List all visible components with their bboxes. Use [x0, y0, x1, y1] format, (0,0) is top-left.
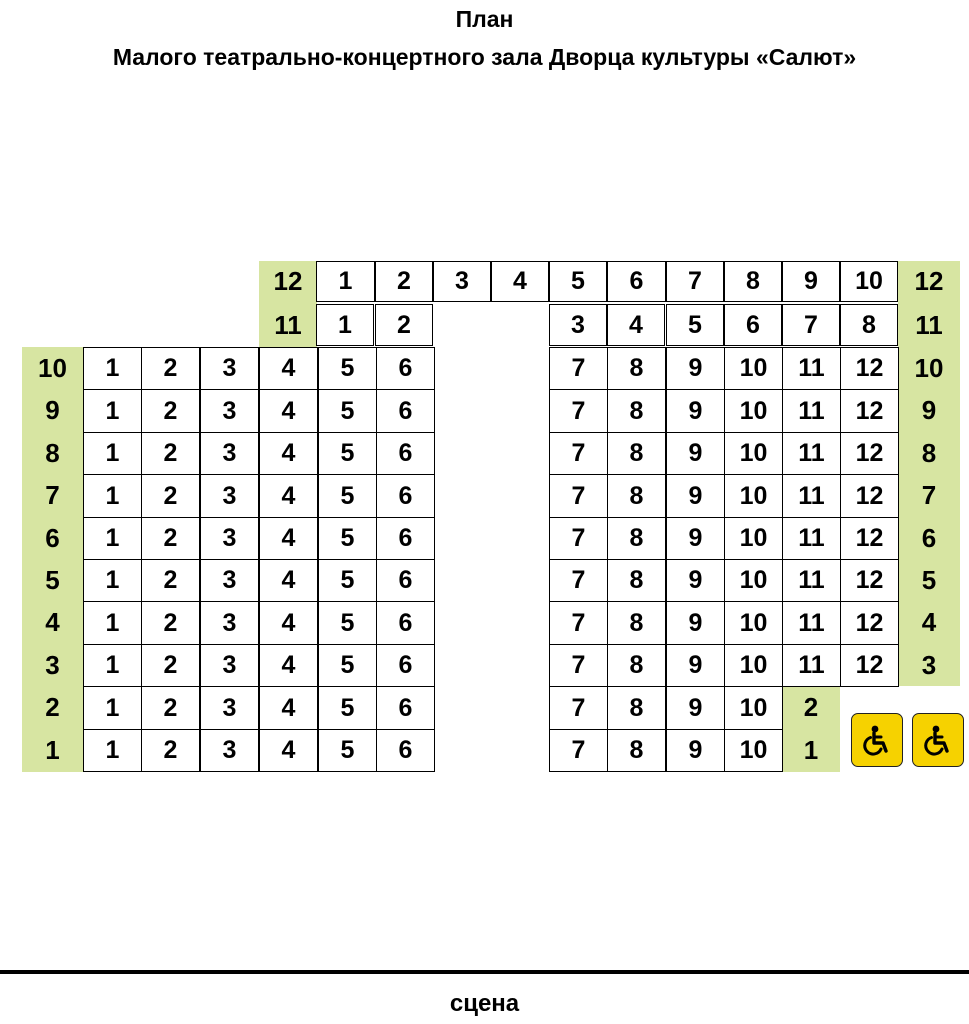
row-label-3-left: 3 [45, 649, 60, 680]
plan-subtitle: Малого театрально-концертного зала Дворца культуры «Салют» [112, 44, 857, 70]
seat-row8-9[interactable]: 9 [666, 432, 725, 475]
row-label-2-left: 2 [45, 692, 60, 722]
seat-row7-5[interactable]: 5 [318, 474, 377, 518]
seat-row7-10[interactable]: 10 [724, 474, 783, 518]
row-label-11-right: 11 [915, 309, 943, 340]
seat-row12-4[interactable]: 4 [491, 261, 549, 302]
seat-row10-2[interactable]: 2 [141, 347, 200, 390]
seat-row8-4[interactable]: 4 [259, 432, 318, 475]
seat-row10-5[interactable]: 5 [318, 347, 377, 390]
seat-row9-11[interactable]: 11 [782, 389, 841, 433]
seat-row8-8[interactable]: 8 [607, 432, 666, 475]
seat-row9-3[interactable]: 3 [200, 389, 259, 433]
seat-row2-5[interactable]: 5 [318, 686, 377, 730]
seat-row5-10[interactable]: 10 [724, 559, 783, 602]
seat-row10-6[interactable]: 6 [376, 347, 435, 390]
seat-row5-9[interactable]: 9 [666, 559, 725, 602]
seat-row2-7[interactable]: 7 [549, 686, 608, 730]
seat-row6-6[interactable]: 6 [376, 517, 435, 560]
seat-row2-10[interactable]: 10 [724, 686, 783, 730]
seat-row7-2[interactable]: 2 [141, 474, 200, 518]
seat-row3-3[interactable]: 3 [200, 644, 259, 687]
seat-row7-4[interactable]: 4 [259, 474, 318, 518]
seat-row6-3[interactable]: 3 [200, 517, 259, 560]
seat-row7-8[interactable]: 8 [607, 474, 666, 518]
seat-row10-3[interactable]: 3 [200, 347, 259, 390]
stage-edge [0, 970, 969, 974]
seat-row6-4[interactable]: 4 [259, 517, 318, 560]
seat-row10-9[interactable]: 9 [666, 347, 725, 390]
seat-row11-1[interactable]: 1 [316, 304, 374, 346]
seat-row10-11[interactable]: 11 [782, 347, 841, 390]
row-label-9-left: 9 [45, 395, 60, 425]
seat-row12-8[interactable]: 8 [724, 261, 782, 302]
seat-row6-10[interactable]: 10 [724, 517, 783, 560]
seat-row7-9[interactable]: 9 [666, 474, 725, 518]
row-label-4-right: 4 [921, 607, 937, 637]
seat-row3-11[interactable]: 11 [782, 644, 841, 687]
seat-row10-7[interactable]: 7 [549, 347, 608, 390]
seat-row1-8[interactable]: 8 [607, 729, 666, 772]
row-label-9-right: 9 [921, 395, 937, 425]
seat-row9-2[interactable]: 2 [141, 389, 200, 433]
row-label-8-right: 8 [921, 437, 937, 468]
seat-row1-7[interactable]: 7 [549, 729, 608, 772]
row-label-2-right: 2 [803, 692, 819, 722]
seat-row6-9[interactable]: 9 [666, 517, 725, 560]
seat-row3-4[interactable]: 4 [259, 644, 318, 687]
row-label-6-left: 6 [45, 522, 60, 553]
seat-row9-1[interactable]: 1 [83, 389, 142, 433]
seat-row4-10[interactable]: 10 [724, 601, 783, 645]
seat-row4-9[interactable]: 9 [666, 601, 725, 645]
row-label-1-right: 1 [803, 734, 819, 765]
seat-row8-6[interactable]: 6 [376, 432, 435, 475]
wheelchair-space-2[interactable] [912, 713, 964, 767]
seat-row11-6[interactable]: 6 [724, 304, 782, 346]
seat-row6-12[interactable]: 12 [840, 517, 899, 560]
seat-row4-2[interactable]: 2 [141, 601, 200, 645]
seat-row3-9[interactable]: 9 [666, 644, 725, 687]
seat-row9-7[interactable]: 7 [549, 389, 608, 433]
row-label-5-right: 5 [921, 564, 937, 595]
row-label-10-left: 10 [38, 352, 67, 383]
seat-row11-8[interactable]: 8 [840, 304, 898, 346]
seat-row8-12[interactable]: 12 [840, 432, 899, 475]
seat-row3-6[interactable]: 6 [376, 644, 435, 687]
seat-row7-11[interactable]: 11 [782, 474, 841, 518]
seat-row11-2[interactable]: 2 [375, 304, 433, 346]
seat-row8-5[interactable]: 5 [318, 432, 377, 475]
wheelchair-icon [860, 723, 894, 757]
plan-title: План [455, 6, 514, 32]
seat-row6-11[interactable]: 11 [782, 517, 841, 560]
seat-row8-2[interactable]: 2 [141, 432, 200, 475]
seat-row4-7[interactable]: 7 [549, 601, 608, 645]
seat-row5-8[interactable]: 8 [607, 559, 666, 602]
seat-row7-12[interactable]: 12 [840, 474, 899, 518]
seat-row2-3[interactable]: 3 [200, 686, 259, 730]
seat-row12-6[interactable]: 6 [607, 261, 666, 302]
seat-row1-9[interactable]: 9 [666, 729, 725, 772]
seat-row4-5[interactable]: 5 [318, 601, 377, 645]
seat-row4-8[interactable]: 8 [607, 601, 666, 645]
seat-row3-1[interactable]: 1 [83, 644, 142, 687]
seat-row2-4[interactable]: 4 [259, 686, 318, 730]
seat-row11-4[interactable]: 4 [607, 304, 665, 346]
wheelchair-space-1[interactable] [851, 713, 903, 767]
seat-row4-3[interactable]: 3 [200, 601, 259, 645]
seat-row9-8[interactable]: 8 [607, 389, 666, 433]
row-label-1-left: 1 [45, 734, 60, 765]
seat-row10-12[interactable]: 12 [840, 347, 899, 390]
seat-row12-7[interactable]: 7 [666, 261, 724, 302]
seat-row2-2[interactable]: 2 [141, 686, 200, 730]
seat-row10-8[interactable]: 8 [607, 347, 666, 390]
seat-row7-6[interactable]: 6 [376, 474, 435, 518]
seat-row5-4[interactable]: 4 [259, 559, 318, 602]
row-label-11-left: 11 [274, 309, 302, 340]
seat-row4-1[interactable]: 1 [83, 601, 142, 645]
seat-row3-10[interactable]: 10 [724, 644, 783, 687]
row-label-7-left: 7 [45, 480, 60, 510]
seat-row5-11[interactable]: 11 [782, 559, 841, 602]
wheelchair-icon [921, 723, 955, 757]
seat-row12-10[interactable]: 10 [840, 261, 898, 302]
seat-row6-8[interactable]: 8 [607, 517, 666, 560]
seat-row12-2[interactable]: 2 [375, 261, 433, 302]
seat-row8-7[interactable]: 7 [549, 432, 608, 475]
seat-row8-11[interactable]: 11 [782, 432, 841, 475]
seat-row5-6[interactable]: 6 [376, 559, 435, 602]
seat-row3-5[interactable]: 5 [318, 644, 377, 687]
seat-row9-6[interactable]: 6 [376, 389, 435, 433]
seat-row4-6[interactable]: 6 [376, 601, 435, 645]
seat-row6-5[interactable]: 5 [318, 517, 377, 560]
seat-row12-3[interactable]: 3 [433, 261, 491, 302]
seat-row1-3[interactable]: 3 [200, 729, 259, 772]
row-label-5-left: 5 [45, 564, 60, 595]
seat-row7-7[interactable]: 7 [549, 474, 608, 518]
seat-row11-3[interactable]: 3 [549, 304, 607, 346]
row-label-4-left: 4 [45, 607, 60, 637]
seat-row12-1[interactable]: 1 [316, 261, 375, 302]
seat-row3-12[interactable]: 12 [840, 644, 899, 687]
seat-row4-11[interactable]: 11 [782, 601, 841, 645]
seat-row8-1[interactable]: 1 [83, 432, 142, 475]
row-label-3-right: 3 [921, 649, 937, 680]
seat-row5-2[interactable]: 2 [141, 559, 200, 602]
seat-row4-12[interactable]: 12 [840, 601, 899, 645]
seat-row3-8[interactable]: 8 [607, 644, 666, 687]
seat-row2-1[interactable]: 1 [83, 686, 142, 730]
stage-label: сцена [449, 990, 520, 1017]
seat-row7-1[interactable]: 1 [83, 474, 142, 518]
seat-row2-6[interactable]: 6 [376, 686, 435, 730]
seat-row5-12[interactable]: 12 [840, 559, 899, 602]
seat-row5-3[interactable]: 3 [200, 559, 259, 602]
seat-row9-10[interactable]: 10 [724, 389, 783, 433]
seat-row1-4[interactable]: 4 [259, 729, 318, 772]
seat-row9-9[interactable]: 9 [666, 389, 725, 433]
seat-row11-5[interactable]: 5 [666, 304, 724, 346]
seat-row8-3[interactable]: 3 [200, 432, 259, 475]
row-label-6-right: 6 [921, 522, 937, 553]
seat-row10-4[interactable]: 4 [259, 347, 318, 390]
seat-row3-2[interactable]: 2 [141, 644, 200, 687]
seat-row9-4[interactable]: 4 [259, 389, 318, 433]
seat-row2-8[interactable]: 8 [607, 686, 666, 730]
seat-row7-3[interactable]: 3 [200, 474, 259, 518]
seat-row4-4[interactable]: 4 [259, 601, 318, 645]
seat-row12-5[interactable]: 5 [549, 261, 607, 302]
seat-row8-10[interactable]: 10 [724, 432, 783, 475]
seat-row9-5[interactable]: 5 [318, 389, 377, 433]
seat-row1-10[interactable]: 10 [724, 729, 783, 772]
row-label-10-right: 10 [914, 352, 944, 383]
seat-row1-2[interactable]: 2 [141, 729, 200, 772]
seat-row1-1[interactable]: 1 [83, 729, 142, 772]
seat-row6-1[interactable]: 1 [83, 517, 142, 560]
seat-row10-10[interactable]: 10 [724, 347, 783, 390]
seat-row5-1[interactable]: 1 [83, 559, 142, 602]
seat-row6-2[interactable]: 2 [141, 517, 200, 560]
seat-row3-7[interactable]: 7 [549, 644, 608, 687]
seat-row6-7[interactable]: 7 [549, 517, 608, 560]
seat-row1-6[interactable]: 6 [376, 729, 435, 772]
seat-row9-12[interactable]: 12 [840, 389, 899, 433]
row-label-12-left: 12 [273, 266, 303, 296]
row-label-7-right: 7 [921, 480, 937, 510]
row-label-8-left: 8 [45, 437, 60, 468]
row-label-12-right: 12 [914, 266, 944, 296]
seat-row5-5[interactable]: 5 [318, 559, 377, 602]
seat-row10-1[interactable]: 1 [83, 347, 142, 390]
seat-row2-9[interactable]: 9 [666, 686, 725, 730]
seat-row1-5[interactable]: 5 [318, 729, 377, 772]
seat-row11-7[interactable]: 7 [782, 304, 840, 346]
seat-row12-9[interactable]: 9 [782, 261, 840, 302]
seat-row5-7[interactable]: 7 [549, 559, 608, 602]
